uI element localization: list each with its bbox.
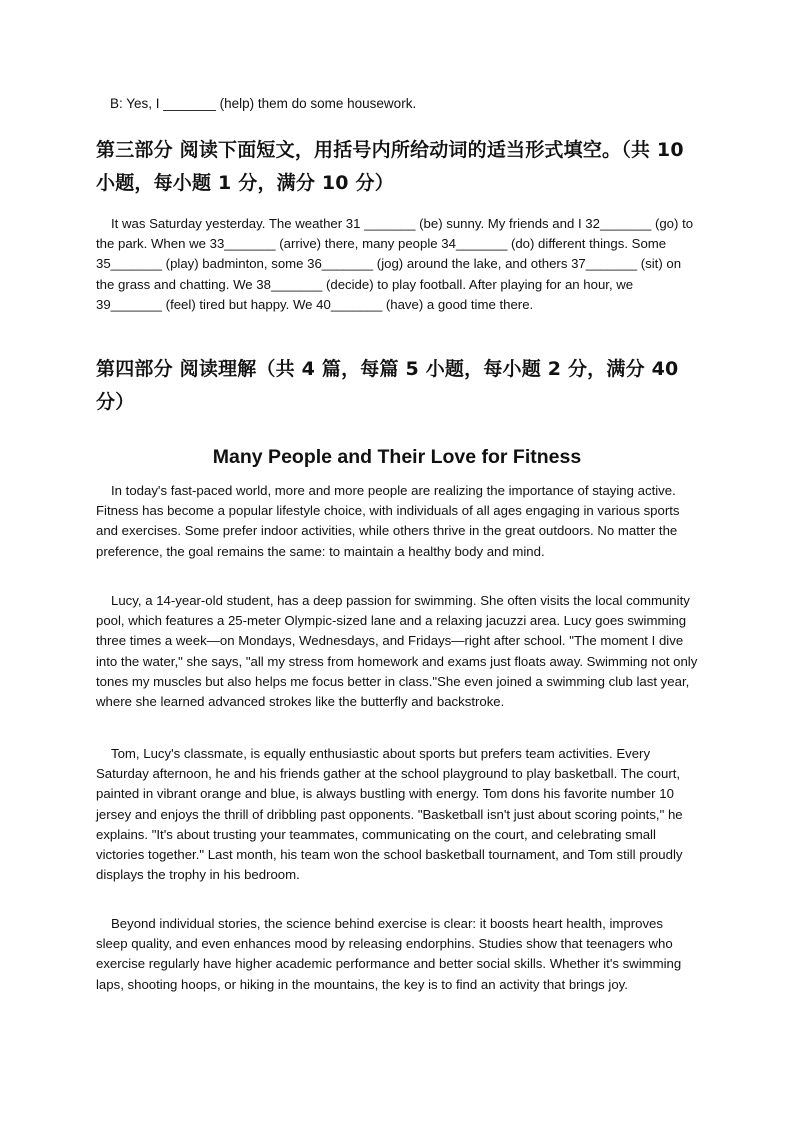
- paragraph-science: Beyond individual stories, the science behind exercise is clear: it boosts heart health, improves sleep quality, and even enhances mood by releasing endorphins. Studies show that teenagers who exercise regularly have higher academic performance and better social skills. Whether it's swimming laps, shooting hoops, or hiking in the mountains, the key is to find an activity that brings joy.: [96, 916, 682, 992]
- part3-heading: 第三部分 阅读下面短文，用括号内所给动词的适当形式填空。（共 10 小题，每小题 1 分，满分 10 分）: [96, 139, 684, 194]
- part4-heading: 第四部分 阅读理解（共 4 篇，每篇 5 小题，每小题 2 分，满分 40 分）: [96, 358, 679, 413]
- cloze-passage: It was Saturday yesterday. The weather 31 _______ (be) sunny. My friends and I 32_______ (go) to the park. When we 33_______ (arrive) there, many people 34_______ (do) different things. Some 35_______ (play) badminton, some 36_______ (jog) around the lake, and others 37_______ (sit) on the grass and chatting. We 38_______ (decide) to play football. After playing for an hour, we 39_______ (feel) tired but happy. We 40_______ (have) a good time there.: [96, 216, 694, 312]
- passage-title: Many People and Their Love for Fitness: [212, 446, 582, 468]
- paragraph-tom: Tom, Lucy's classmate, is equally enthusiastic about sports but prefers team activities. Every Saturday afternoon, he and his friends gather at the school playground to play basketball. The court, painted in vibrant orange and blue, is always bustling with energy. Tom dons his favorite number 10 jersey and enjoys the thrill of dribbling past opponents. "Basketball isn't just about scoring points," he explains. "It's about trusting your teammates, communicating on the court, and celebrating small victories together." Last month, his team won the school basketball tournament, and Tom still proudly displays the trophy in his bedroom.: [96, 746, 683, 883]
- paragraph-lucy: Lucy, a 14-year-old student, has a deep passion for swimming. She often visits the local community pool, which features a 25-meter Olympic-sized lane and a relaxing jacuzzi area. Lucy goes swimming three times a week—on Mondays, Wednesdays, and Fridays—right after school. "The moment I dive into the water," she says, "all my stress from homework and exams just floats away. Swimming not only tones my muscles but also helps me focus better in class."She even joined a swimming club last year, where she learned advanced strokes like the butterfly and backstroke.: [96, 593, 698, 710]
- dialogue-line: B: Yes, I _______ (help) them do some housework.: [110, 96, 417, 111]
- paragraph-intro: In today's fast-paced world, more and more people are realizing the importance of staying active. Fitness has become a popular lifestyle choice, with individuals of all ages engaging in various sports and exercises. Some prefer indoor activities, while others thrive in the great outdoors. No matter the preference, the goal remains the same: to maintain a healthy body and mind.: [96, 483, 680, 559]
